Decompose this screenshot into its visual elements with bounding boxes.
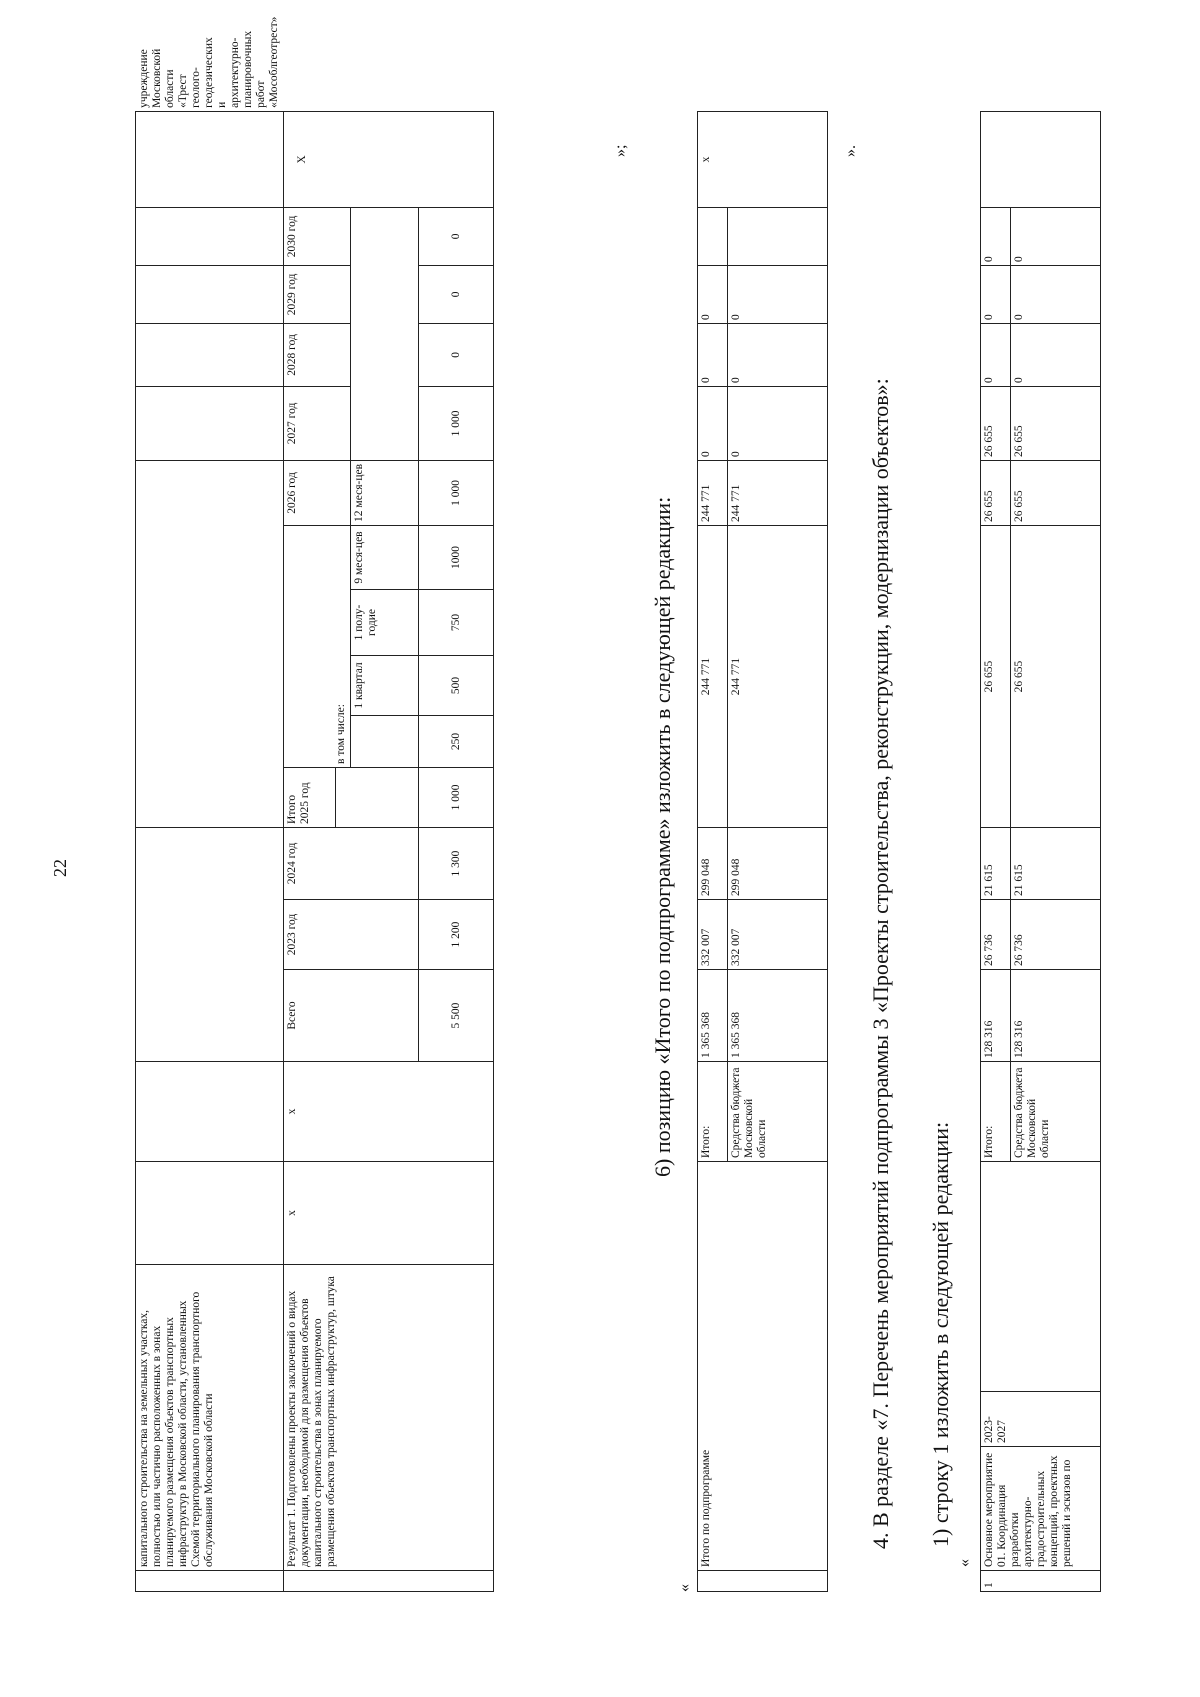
t1-v-total: 5 500 [419,970,494,1062]
closing-quote-1: »; [612,144,629,157]
open-quote-1: « [676,1584,693,1592]
t2-label: Итого по подпрограмме [698,1162,828,1571]
heading-item-1: 1) строку 1 изложить в следующей редакции: [928,1121,953,1547]
table-result-1: капитального строительства на земельных участках, полностью или частично расположенных в зонах планируемого размещения объектов транспортных инфраструктур в Московской области, установленных Схемой территориального планирования транспортного обслуживания Московской области учреждение Московской области «Трест геолого-геодезических и архитектурно-планировочных работ «Мособлгеотрест» Результат 1. Подготовлены проекты заключений о видах документации, необходимой для размещения объектов капитального строительства в зонах планируемого размещения объектов транспортных инфраструктур, штука x x Всего 2023 год 2024 год Итого 2025 год в том числе: 2026 год 2027 год 2028 год 2029 год 2030 год X 1 квартал 1 полу-годие 9 меся-цев 12 меся-цев 5 500 1 200 1 300 1 000 250 500 750 1000 1 000 1 000 0 0 0 [135,111,494,1592]
t1-r1-desc: капитального строительства на земельных участках, полностью или частично расположенных в зонах планируемого размещения объектов транспортных инфраструктур в Московской области, установленных Схемой территориального планирования транспортного обслуживания Московской области [136,1265,284,1571]
closing-quote-2: ». [842,145,859,157]
t1-r2-desc: Результат 1. Подготовлены проекты заключений о видах документации, необходимой для размещения объектов капитального строительства в зонах планируемого размещения объектов транспортных инфраструктур, штука [284,1265,494,1571]
page-number: 22 [50,859,70,877]
table-main-activity-01: 1 Основное мероприятие 01. Координация разработки архитектурно-градостроительных концепций, проектных решений и эскизов по 2023-2027 Итого: 128 316 26 736 21 615 26 655 26 655 26 655 0 0 0 Средства бюджета Московской области 128 316 26 736 21 615 26 655 26 655 26 655 0 0 0 [980,111,1101,1592]
heading-section-4: 4. В разделе «7. Перечень мероприятий подпрограммы 3 «Проекты строительства, реконструкции, модернизации объектов»: [868,378,893,1549]
t1-r2-x3: X [284,111,494,207]
t1-r1-num [136,1571,284,1592]
heading-item-6: 6) позицию «Итого по подпрограмме» изложить в следующей редакции: [650,496,675,1177]
t3-num: 1 [981,1571,1101,1592]
t3-desc: Основное мероприятие 01. Координация разработки архитектурно-градостроительных концепций, проектных решений и эскизов по [981,1447,1101,1571]
table-subprogram-total: Итого по подпрограмме Итого: 1 365 368 332 007 299 048 244 771 244 771 0 0 0 x Средства бюджета Московской области 1 365 368 332 007 299 048 244 771 244 771 0 0 0 [697,111,828,1592]
open-quote-2: « [956,1559,973,1567]
t3-years: 2023-2027 [981,1392,1101,1447]
